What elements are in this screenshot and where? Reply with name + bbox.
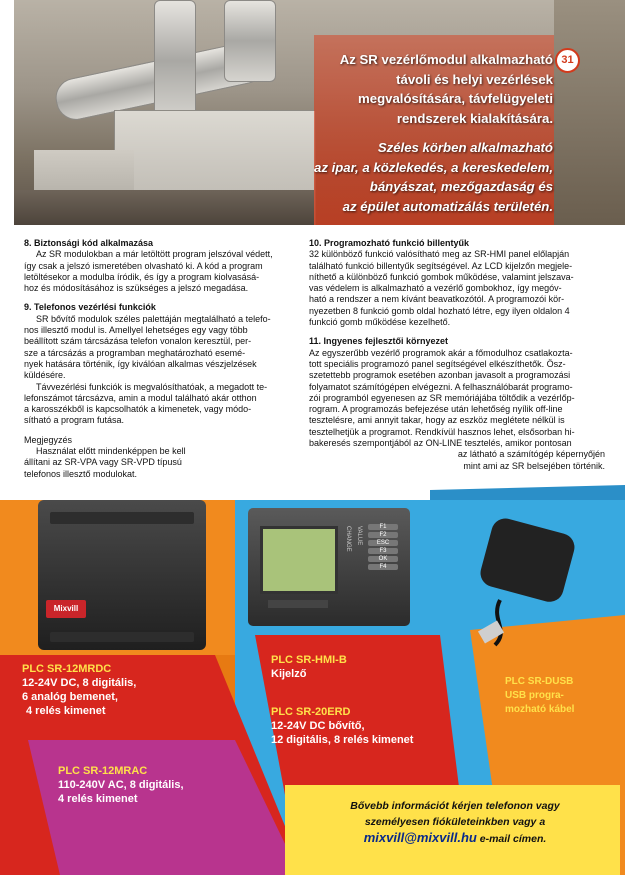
page-number: 31 <box>555 48 580 73</box>
text-line: szetettebb programok esetében azonban javasolt a programozási <box>309 370 571 381</box>
product-line: 6 analóg bemenet, <box>22 691 118 703</box>
hmi-key: F3 <box>368 548 398 554</box>
right-column <box>309 238 609 472</box>
label-12mrdc <box>22 662 136 718</box>
contact-line: személyesen fiókületeinkben vagy a <box>364 816 546 828</box>
product-line: 4 relés kimenet <box>26 705 106 717</box>
hero-line: megvalósítására, távfelügyeleti <box>358 91 553 107</box>
text-line: sze a tárcsázás a programban meghatározható esemé- <box>24 347 246 358</box>
product-line: 4 relés kimenet <box>58 793 138 805</box>
text-line: bakeresés szempontjából az ON-LINE tesztelés, amikor pontosan <box>309 438 572 449</box>
product-line: 12 digitális, 8 relés kimenet <box>271 734 414 746</box>
hmi-key: F1 <box>368 524 398 530</box>
contact-line: Bővebb információt kérjen telefonon vagy <box>350 800 560 812</box>
plc-12mrdc-device <box>38 500 206 650</box>
section-11-title: 11. Ingyenes fejlesztői környezet <box>309 336 449 347</box>
email-link[interactable]: mixvill@mixvill.hu <box>363 830 477 845</box>
text-line: rogram. A programozás befejezése után lehetőség nyílik off-line <box>309 404 563 415</box>
text-line: zói programból egyenesen az SR memóriájába töltődik a vezérlőp- <box>309 392 575 403</box>
product-line: mozható kábel <box>505 704 575 715</box>
hmi-key: ESC <box>368 540 398 546</box>
text-line: nos illesztő modul is. Amellyel lehetséges egy vagy több <box>24 325 248 336</box>
text-line: található funkció billentyűk segítségével. Az LCD kijelzőn megjele- <box>309 260 573 271</box>
vertical-duct <box>154 0 196 122</box>
hero-application <box>314 138 553 216</box>
section-9-title: 9. Telefonos vezérlési funkciók <box>24 302 156 313</box>
product-line: 12-24V DC bővítő, <box>271 720 365 732</box>
brand-logo: Mixvill <box>46 600 86 618</box>
product-name: PLC SR-12MRAC <box>58 765 148 777</box>
label-20erd <box>271 705 413 747</box>
text-line: küldésére. <box>24 370 66 381</box>
vertical-duct <box>224 0 276 82</box>
product-line: USB progra- <box>505 690 564 701</box>
text-line: lefonszámot tárcsázva, amin a modul található akár otthon <box>24 392 257 403</box>
hmi-button-row <box>268 600 328 608</box>
product-line: Kijelző <box>271 668 307 680</box>
text-line: letöltésekor a modulba íródik, és így a program kiolvasásá- <box>24 271 260 282</box>
text-line: níthető a különböző funkció gombok működése, valamint jelszava- <box>309 271 574 282</box>
text-line: mint ami az SR belsejében történik. <box>463 460 605 471</box>
hero-line: bányászat, mezőgazdaság és <box>369 179 553 195</box>
product-line: 110-240V AC, 8 digitális, <box>58 779 184 791</box>
text-line: nyezetben 8 funkció gomb oldal hozható létre, egy ilyen oldalon 4 <box>309 305 570 316</box>
text-line: nyek hatására történik, így kiválóan alkalmas vészjelzések <box>24 358 257 369</box>
text-line: 32 különböző funkció valósítható meg az SR-HMI panel előlapján <box>309 249 570 260</box>
text-line: Az egyszerűbb vezérlő programok akár a főmodulhoz csatlakozta- <box>309 347 573 358</box>
section-10-title: 10. Programozható funkció billentyűk <box>309 238 470 248</box>
product-name: PLC SR-20ERD <box>271 706 351 718</box>
text-line: vas védelem is alkalmazható a vezérlő gombokhoz, így megóv- <box>309 283 562 294</box>
hero-line: Széles körben alkalmazható <box>377 140 553 155</box>
text-line: a karosszékből is kapcsolhatók a kimenetek, vagy módo- <box>24 404 252 415</box>
hero-tagline <box>340 50 553 128</box>
terminal-strip <box>50 512 194 524</box>
hmi-key: OK <box>368 556 398 562</box>
label-12mrac <box>58 764 184 806</box>
hmi-key: F4 <box>368 564 398 570</box>
contact-email-line <box>305 830 605 847</box>
hero-line: az épület automatizálás területén. <box>342 198 553 214</box>
floor <box>14 190 314 225</box>
text-line: Használat előtt mindenképpen be kell <box>36 446 186 457</box>
product-name: PLC SR-HMI-B <box>271 654 347 666</box>
label-dusb <box>505 675 574 717</box>
product-line: 12-24V DC, 8 digitális, <box>22 677 137 689</box>
text-line: hoz és módosításához is szükséges a jelszó megadása. <box>24 283 249 294</box>
text-line: az látható a számítógép képernyőjén <box>457 449 605 460</box>
contact-info <box>305 798 605 847</box>
text-line: ható a rendszer a nem kívánt beavatkozótól. A programozói kör- <box>309 294 565 305</box>
text-line: sítható a program futása. <box>24 415 125 426</box>
text-line: Távvezérlési funkciók is megvalósíthatóak, a megadott te- <box>36 381 268 392</box>
text-line: Az SR modulokban a már letöltött program jelszóval védett, <box>36 249 273 260</box>
usb-cable-device <box>470 510 600 650</box>
section-8-title: 8. Biztonsági kód alkalmazása <box>24 238 154 248</box>
text-line: állítani az SR-VPA vagy SR-VPD típusú <box>24 457 182 468</box>
hmi-key: F2 <box>368 532 398 538</box>
change-label: CHANGE <box>345 526 351 552</box>
terminal-strip <box>50 632 194 642</box>
product-name: PLC SR-DUSB <box>505 676 574 687</box>
hero-line: az ipar, a közlekedés, a kereskedelem, <box>314 159 553 175</box>
value-label: VALUE <box>356 526 362 546</box>
contact-tail: e-mail címen. <box>476 833 547 845</box>
text-line: telefonos illesztő modulokat. <box>24 468 138 479</box>
text-line: tesztelésre, ami annyit takar, hogy az eszköz meglétete nélkül is <box>309 415 565 426</box>
hero-line: távoli és helyi vezérlések <box>396 71 553 87</box>
text-line: beállított szám tárcsázása telefon vonalon keresztül, per- <box>24 336 252 347</box>
text-line: SR bővítő modulok széles palettáján megtalálható a telefo- <box>36 313 271 324</box>
hero-photo <box>14 0 625 225</box>
text-line: tesztelhetjük a programot. Rendkívül hasznos lehet, elsősorban hi- <box>309 426 575 437</box>
note-title: Megjegyzés <box>24 434 73 445</box>
hero-line: rendszerek kialakítására. <box>396 110 553 126</box>
label-hmi <box>271 653 347 681</box>
hall-background <box>554 0 625 225</box>
hmi-panel-device <box>248 508 410 626</box>
text-line: így csak a jelszó ismeretében olvasható ki. A kód a program <box>24 260 263 271</box>
lcd-screen <box>260 526 338 594</box>
text-line: tott speciális programozó panel segítségével elkészíthetők. Ösz- <box>309 358 566 369</box>
cable-adapter <box>477 515 577 605</box>
text-line: folyamatot számítógépen elvégezni. A felhasználóbarát programo- <box>309 381 573 392</box>
product-name: PLC SR-12MRDC <box>22 663 112 675</box>
text-line: funkció gomb működése kezelhető. <box>309 317 451 328</box>
blue-top-edge <box>430 485 625 500</box>
hero-line: Az SR vezérlőmodul alkalmazható <box>339 52 553 67</box>
hmi-key-column <box>368 522 398 572</box>
